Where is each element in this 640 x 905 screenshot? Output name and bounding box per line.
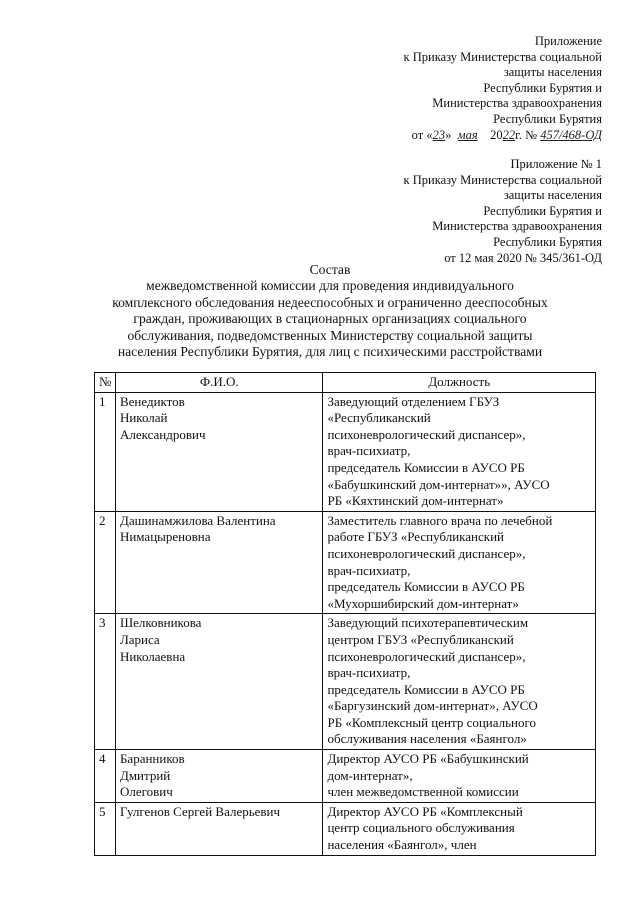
position-line: председатель Комиссии в АУСО РБ [327, 681, 525, 697]
position-line: председатель Комиссии в АУСО РБ [327, 579, 525, 595]
date-year-suffix: г. № [515, 127, 538, 142]
name-line: Лариса [119, 631, 160, 647]
appendix-one-line: Республики Бурятия и [483, 203, 602, 218]
appendix-one-line: Республики Бурятия [493, 234, 602, 249]
position-line: Заместитель главного врача по лечебной [327, 512, 553, 528]
name-line: Николай [119, 410, 168, 426]
appendix-line: Республики Бурятия и [483, 80, 602, 95]
name-line: Николаевна [119, 648, 186, 664]
members-table [94, 372, 596, 856]
position-line: дом-интернат», [327, 767, 413, 783]
date-month: мая [457, 127, 478, 142]
position-line: психоневрологический диспансер», [327, 545, 526, 561]
row-num: 3 [95, 614, 116, 750]
row-position [323, 392, 596, 511]
position-line: «Баргузинский дом-интернат», АУСО [327, 698, 538, 714]
row-position [323, 511, 596, 614]
name-line: Нимацыреновна [119, 529, 211, 545]
header-name: Ф.И.О. [115, 373, 323, 393]
name-line: Венедиктов [119, 393, 185, 409]
table-header-row [95, 373, 596, 393]
position-line: центр социального обслуживания [327, 820, 515, 836]
date-year-prefix: 20 [490, 127, 503, 142]
row-position [323, 614, 596, 750]
position-line: РБ «Комплексный центр социального [327, 714, 537, 730]
position-line: Заведующий психотерапевтическим [327, 615, 529, 631]
position-line: Директор АУСО РБ «Комплексный [327, 803, 523, 819]
position-line: врач-психиатр, [327, 443, 411, 459]
appendix-date-line [404, 128, 602, 144]
row-name [115, 802, 323, 855]
position-line: председатель Комиссии в АУСО РБ [327, 459, 525, 475]
appendix-one-line: от 12 мая 2020 № 345/361-ОД [444, 250, 602, 265]
position-line: обслуживания населения «Баянгол» [327, 731, 527, 747]
appendix-line: Министерства здравоохранения [432, 96, 602, 111]
position-line: психоневрологический диспансер», [327, 426, 526, 442]
table-row [95, 802, 596, 855]
name-line: Дашинамжилова Валентина [119, 512, 276, 528]
name-line: Дмитрий [119, 767, 171, 783]
appendix-line: к Приказу Министерства социальной [403, 49, 602, 64]
document-title [60, 262, 600, 360]
position-line: «Мухоршибирский дом-интернат» [327, 595, 519, 611]
name-line: Баранников [119, 751, 185, 767]
position-line: врач-психиатр, [327, 665, 411, 681]
appendix-line: защиты населения [503, 65, 602, 80]
position-line: центром ГБУЗ «Республиканский [327, 631, 514, 647]
row-num: 4 [95, 750, 116, 803]
header-position: Должность [323, 373, 596, 393]
row-name [115, 614, 323, 750]
name-line: Олегович [119, 784, 173, 800]
row-num: 2 [95, 511, 116, 614]
table-row [95, 511, 596, 614]
position-line: Директор АУСО РБ «Бабушкинский [327, 751, 529, 767]
position-line: РБ «Кяхтинский дом-интернат» [327, 493, 504, 509]
table-row [95, 750, 596, 803]
position-line: Заведующий отделением ГБУЗ [327, 393, 500, 409]
date-year: 22 [502, 127, 516, 142]
title-line: комплексного обследования недееспособных и ограниченно дееспособных [112, 294, 548, 310]
title-line: межведомственной комиссии для проведения индивидуального [146, 278, 514, 294]
row-name [115, 750, 323, 803]
position-line: врач-психиатр, [327, 562, 411, 578]
row-position [323, 750, 596, 803]
row-position [323, 802, 596, 855]
date-mid: » [445, 127, 452, 142]
title-line: граждан, проживающих в стационарных организациях социального [133, 311, 527, 327]
position-line: «Бабушкинский дом-интернат»», АУСО [327, 476, 550, 492]
appendix-one-line: Министерства здравоохранения [432, 219, 602, 234]
appendix-header [404, 34, 602, 143]
position-line: населения «Баянгол», член [327, 837, 477, 853]
appendix-line: Приложение [534, 34, 602, 48]
name-line: Гулгенов Сергей Валерьевич [119, 803, 281, 819]
order-number: 457/468-ОД [540, 127, 602, 142]
row-name [115, 392, 323, 511]
position-line: психоневрологический диспансер», [327, 648, 526, 664]
title-heading: Состав [309, 262, 351, 277]
row-num: 1 [95, 392, 116, 511]
row-name [115, 511, 323, 614]
date-day: 23 [432, 127, 446, 142]
table-row [95, 392, 596, 511]
appendix-line: Республики Бурятия [493, 111, 602, 126]
table-row [95, 614, 596, 750]
position-line: член межведомственной комиссии [327, 784, 519, 800]
appendix-one-line: защиты населения [503, 188, 602, 203]
appendix-one-line: к Приказу Министерства социальной [403, 172, 602, 187]
position-line: работе ГБУЗ «Республиканский [327, 529, 504, 545]
title-line: обслуживания, подведомственных Министерству социальной защиты [127, 327, 533, 343]
appendix-one-line: Приложение № 1 [510, 157, 602, 171]
date-prefix: от « [411, 127, 433, 142]
position-line: «Республиканский [327, 410, 431, 426]
row-num: 5 [95, 802, 116, 855]
name-line: Шелковникова [119, 615, 202, 631]
name-line: Александрович [119, 426, 206, 442]
appendix-one-header [404, 157, 602, 266]
header-num: № [95, 373, 116, 393]
title-line: населения Республики Бурятия, для лиц с психическими расстройствами [117, 344, 543, 360]
